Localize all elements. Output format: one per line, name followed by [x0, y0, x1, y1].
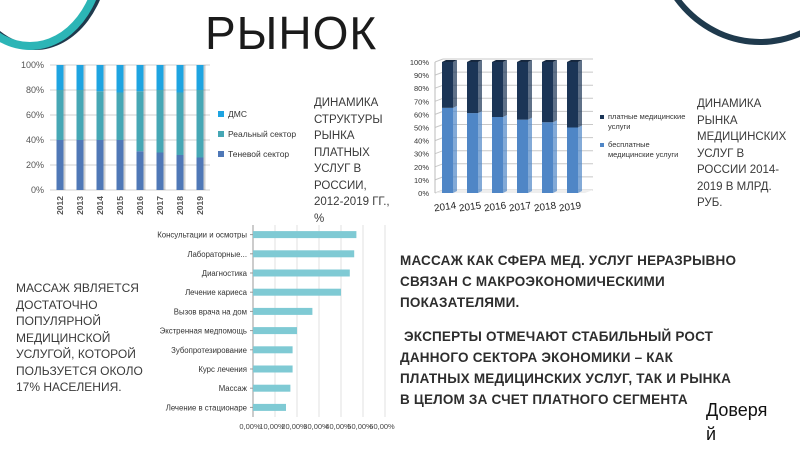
bar-segment	[137, 151, 144, 190]
bar-segment	[137, 91, 144, 151]
bar-segment	[197, 65, 204, 90]
x-tick-label: 60,00%	[369, 422, 395, 431]
x-tick-label: 2016	[135, 196, 145, 215]
bar-segment-side	[478, 60, 482, 113]
x-tick-label: 2017	[508, 200, 532, 215]
bar-segment-shade	[104, 140, 106, 190]
bar	[253, 346, 293, 353]
bar-segment	[77, 65, 84, 90]
bar-segment	[77, 90, 84, 140]
bar-segment	[442, 108, 453, 193]
bar-segment-side	[503, 60, 507, 117]
category-label: Зубопротезирование	[171, 345, 247, 355]
bar-segment	[157, 65, 164, 90]
bar-segment-shade	[84, 140, 86, 190]
bar-segment	[97, 140, 104, 190]
side-text: МАССАЖ ЯВЛЯЕТСЯ ДОСТАТОЧНО ПОПУЛЯРНОЙ МЕДИЦИНСКОЙ УСЛУГОЙ, КОТОРОЙ ПОЛЬЗУЕТСЯ ОКОЛО 17% НАСЕЛЕНИЯ.	[16, 281, 143, 394]
bar	[253, 270, 350, 277]
y-tick-label: 80%	[413, 84, 429, 94]
bar-segment	[467, 62, 478, 113]
x-tick-label: 2015	[115, 196, 125, 215]
bar-segment	[492, 117, 503, 193]
bar-segment	[177, 93, 184, 156]
bar-segment-shade	[184, 93, 186, 156]
page-title: РЫНОК	[205, 7, 378, 59]
gridline-depth	[435, 151, 443, 154]
x-tick-label: 2018	[175, 196, 185, 215]
legend-label: ДМС	[228, 109, 247, 119]
bar-segment	[517, 120, 528, 193]
bar	[253, 404, 286, 411]
x-tick-label: 2017	[155, 196, 165, 215]
category-label: Лечение кариеса	[185, 288, 247, 298]
x-tick-label: 2015	[458, 200, 482, 215]
bar-segment	[442, 62, 453, 108]
paragraph-experts-growth: ЭКСПЕРТЫ ОТМЕЧАЮТ СТАБИЛЬНЫЙ РОСТ ДАННОГО СЕКТОРА ЭКОНОМИКИ – КАК ПЛАТНЫХ МЕДИЦИНСКИХ УСЛУГ, ТАК И РЫНКА В ЦЕЛОМ ЗА СЧЕТ ПЛАТНОГО СЕГМЕНТА	[400, 329, 732, 407]
bar-segment	[97, 91, 104, 140]
x-tick-label: 50,00%	[347, 422, 373, 431]
x-tick-label: 10,00%	[259, 422, 285, 431]
y-tick-label: 0%	[30, 185, 44, 195]
y-tick-label: 40%	[25, 135, 44, 145]
category-label: Массаж	[218, 384, 247, 394]
category-label: Курс лечения	[198, 365, 247, 374]
bar-segment-shade	[144, 65, 146, 91]
bar-segment-side	[528, 118, 532, 193]
bar-segment	[57, 90, 64, 140]
category-label: Консультации и осмотры	[157, 230, 247, 240]
y-tick-label: 30%	[413, 149, 429, 159]
bar-segment	[517, 62, 528, 120]
bar-segment-shade	[204, 158, 206, 191]
bar-segment-shade	[204, 65, 206, 90]
category-label: Диагностика	[201, 269, 247, 278]
x-tick-label: 2019	[558, 200, 582, 215]
y-tick-label: 50%	[413, 123, 429, 133]
bar-segment-side	[478, 111, 482, 193]
decor-ring-left-inner	[0, 0, 105, 50]
y-tick-label: 20%	[25, 160, 44, 170]
x-tick-label: 2014	[95, 196, 105, 215]
chart-medical-market	[400, 55, 700, 230]
bar-segment-shade	[64, 65, 66, 90]
y-tick-label: 40%	[413, 136, 429, 146]
bar-segment	[57, 65, 64, 90]
x-tick-label: 2013	[75, 196, 85, 215]
bar	[253, 308, 312, 315]
bar-segment-side	[453, 106, 457, 193]
legend-label: Теневой сектор	[228, 149, 290, 159]
bar-segment	[197, 90, 204, 158]
bar-segment-shade	[144, 91, 146, 151]
brand-logo-text: Доверяй	[706, 400, 768, 444]
gridline-depth	[435, 111, 443, 114]
bar	[253, 327, 297, 334]
chart-services-popularity	[135, 222, 405, 437]
paragraph-massage-macro: МАССАЖ КАК СФЕРА МЕД. УСЛУГ НЕРАЗРЫВНО СВЯЗАН С МАКРОЭКОНОМИЧЕСКИМИ ПОКАЗАТЕЛЯМИ.	[400, 253, 737, 310]
legend-swatch	[218, 131, 224, 137]
x-tick-label: 2014	[433, 200, 457, 215]
y-tick-label: 10%	[413, 175, 429, 185]
y-tick-label: 60%	[413, 110, 429, 120]
bar-segment	[567, 62, 578, 128]
gridline-depth	[435, 98, 443, 101]
x-tick-label: 2018	[533, 200, 557, 215]
legend-swatch	[600, 143, 604, 147]
y-tick-label: 80%	[25, 85, 44, 95]
bar-segment	[77, 140, 84, 190]
chart-market-structure	[20, 55, 320, 225]
bar-segment	[197, 158, 204, 191]
category-label: Вызов врача на дом	[173, 307, 247, 317]
x-tick-label: 20,00%	[281, 422, 307, 431]
bar-segment-shade	[144, 151, 146, 190]
bar-segment	[97, 65, 104, 91]
bar-segment	[467, 113, 478, 193]
bar-segment-shade	[164, 65, 166, 90]
bar-segment-shade	[84, 65, 86, 90]
legend-swatch	[218, 151, 224, 157]
y-tick-label: 20%	[413, 162, 429, 172]
bar-segment	[137, 65, 144, 91]
x-tick-label: 2016	[483, 200, 507, 215]
caption-market-structure: ДИНАМИКА СТРУКТУРЫ РЫНКА ПЛАТНЫХ УСЛУГ В РОССИИ, 2012-2019 ГГ., %	[314, 97, 390, 225]
gridline-depth	[435, 164, 443, 167]
y-tick-label: 0%	[418, 189, 429, 198]
bar-segment	[567, 128, 578, 194]
bar	[253, 385, 290, 392]
legend-swatch	[600, 115, 604, 119]
bar	[253, 289, 341, 296]
caption-medical-market: ДИНАМИКА РЫНКА МЕДИЦИНСКИХ УСЛУГ В РОССИИ 2014-2019 В МЛРД. РУБ.	[697, 98, 787, 209]
bar-segment-side	[503, 115, 507, 193]
bar-segment-shade	[204, 90, 206, 158]
legend-label: платные медицинские услуги	[608, 112, 686, 131]
bar-segment	[177, 155, 184, 190]
legend-label: бесплатные медицинские услуги	[608, 140, 679, 159]
bar	[253, 250, 354, 257]
bar-segment	[117, 140, 124, 190]
bar-segment-side	[553, 120, 557, 193]
bar	[253, 231, 356, 238]
bar-segment	[57, 140, 64, 190]
y-tick-label: 100%	[20, 60, 44, 70]
bar-segment	[117, 65, 124, 93]
bar-segment-shade	[124, 65, 126, 93]
y-tick-label: 70%	[413, 97, 429, 107]
gridline-depth	[435, 85, 443, 88]
x-tick-label: 2012	[55, 196, 65, 215]
gridline-depth	[435, 72, 443, 75]
bar-segment	[542, 122, 553, 193]
bar	[253, 366, 293, 373]
category-label: Лабораторные...	[187, 249, 247, 259]
bar-segment-side	[453, 60, 457, 108]
bar-segment-shade	[164, 90, 166, 153]
gridline-depth	[435, 177, 443, 180]
legend-swatch	[218, 111, 224, 117]
bar-segment-shade	[184, 65, 186, 93]
bar-segment-shade	[64, 140, 66, 190]
legend-label: Реальный сектор	[228, 129, 297, 139]
bar-segment-shade	[124, 93, 126, 141]
bar-segment	[157, 153, 164, 191]
bar-segment-side	[578, 60, 582, 128]
x-tick-label: 30,00%	[303, 422, 329, 431]
x-tick-label: 2019	[195, 196, 205, 215]
bar-segment-shade	[84, 90, 86, 140]
category-label: Лечение в стационаре	[165, 403, 247, 413]
bar-segment-side	[553, 60, 557, 122]
bar-segment-shade	[184, 155, 186, 190]
bar-segment-shade	[104, 91, 106, 140]
category-label: Экстренная медпомощь	[159, 326, 247, 336]
gridline-depth	[435, 125, 443, 128]
bar-segment	[117, 93, 124, 141]
gridline-depth	[435, 138, 443, 141]
bar-segment-shade	[164, 153, 166, 191]
y-tick-label: 60%	[25, 110, 44, 120]
bar-segment-side	[528, 60, 532, 120]
gridline-depth	[435, 59, 443, 62]
bar-segment	[177, 65, 184, 93]
bar-segment-shade	[64, 90, 66, 140]
bar-segment	[542, 62, 553, 122]
bar-segment	[492, 62, 503, 117]
bar-segment-shade	[104, 65, 106, 91]
decor-ring-right	[650, 0, 800, 45]
x-tick-label: 40,00%	[325, 422, 351, 431]
x-tick-label: 0,00%	[239, 422, 261, 431]
bar-segment-side	[578, 126, 582, 194]
y-tick-label: 100%	[409, 58, 429, 67]
y-tick-label: 90%	[413, 71, 429, 81]
bar-segment-shade	[124, 140, 126, 190]
bar-segment	[157, 90, 164, 153]
